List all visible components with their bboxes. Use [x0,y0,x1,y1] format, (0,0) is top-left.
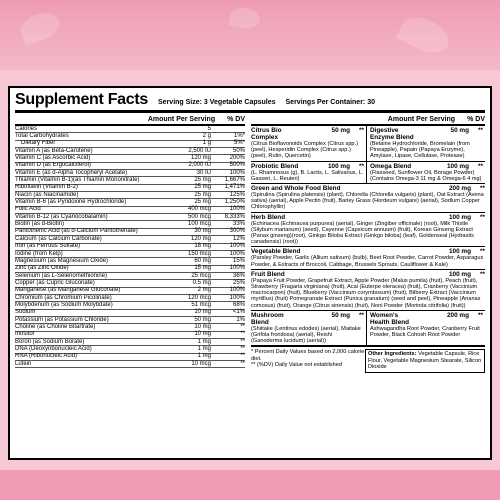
nutrient-name: Copper (as Cupric Gluconate) [15,279,95,286]
blend-womens-health [366,311,485,346]
nutrient-amount: 400 mcg [188,206,212,213]
blend-description: (Echinacea (Echinacea purpurea) (aerial), Ginger (Zingiber officinale) (root), Milk Thistle (Silybum marianum) (seed), Cayenne (Capsicum annuum) (fruit), Korean Ginseng Extract (Panax ginseng)(root), Ginkgo Biloba Extract (Ginkgo biloba) (leaf), Goldenseal (Hydrastis canadensis) (root)) [251,220,474,246]
nutrient-amount: 5 [207,125,212,132]
blend-amount: 100 mg [446,162,470,170]
blend-dv: ** [359,127,365,134]
supplement-facts-panel [8,86,492,460]
amount-header: Amount Per Serving [387,116,456,123]
nutrient-name: RNA (Ribonucleic Acid) [15,353,78,360]
nutrient-dv: 12% [233,235,246,242]
title-row [15,91,485,113]
blend-name: Herb Blend [251,213,286,221]
nutrient-amount: 10 mg [194,323,212,330]
nutrient-name: Biotin (as d-Biotin) [15,221,65,228]
blend-dv: ** [359,162,365,170]
nutrient-dv: ** [240,323,246,330]
blend-amount: 100 mg [448,270,471,278]
nutrient-dv: 100% [229,243,246,250]
blend-amount: 50 mg [331,127,351,134]
nutrient-dv: 100% [229,206,246,213]
nutrient-dv: 100% [229,250,246,257]
nutrient-dv: 33% [233,221,246,228]
nutrient-name: Total Carbohydrates [15,133,69,140]
nutrient-amount: 500 mcg [188,213,212,220]
nutrient-amount: 1 mg [197,338,212,345]
nutrient-amount: 2 mg [197,287,212,294]
blend-green [251,184,485,213]
nutrient-name: Chromium (as Chromium Picolinate) [15,294,112,301]
blend-description: (L. Rhamnosus (g), B. Lactis, L. Salivarius, L. Gasseri, L. Reuteri) [251,169,364,182]
blend-name: Omega Blend [370,162,412,170]
nutrient-dv: 15% [233,257,246,264]
nutrient-amount: 120 mg [191,235,212,242]
blend-amount: 50 mg [450,127,470,134]
nutrient-dv: 50% [233,147,246,154]
nutrient-amount: 25 mg [194,184,212,191]
nutrient-amount: 1 mg [197,345,212,352]
blend-name: Mushroom Blend [251,311,284,326]
nutrient-dv: 100% [229,287,246,294]
nutrient-dv: 1,250% [224,199,246,206]
nutrient-amount: 10 mg [194,331,212,338]
nutrient-dv: ** [240,331,246,338]
nutrient-dv: 100% [229,169,246,176]
nutrient-amount: 25 mg [194,191,212,198]
blend-description: (Shiitake (Lentinus edodes) (aerial), Maitake (Grifola frondosa) (aerial), Reishi (Ganoderma lucidum) (aerial)) [251,325,361,345]
nutrient-name: Pantothenic Acid (as d-Calcium Pantothenate) [15,228,138,235]
footer-notes [251,349,485,372]
nutrient-amount: 51 mcg [191,301,212,308]
nutrient-amount: 150 mcg [188,250,212,257]
nutrient-dv: 1,471% [224,184,246,191]
blend-dv: ** [480,270,485,278]
nutrient-dv: 1% [236,316,246,323]
nutrient-amount: 0.5 mg [192,279,212,286]
blend-description: (Parsley Powder, Garlic (Allium sativum) (bulb), Beet Root Powder, Carrot Powder, Asparagus Powder, & Extracts of Broccoli, Cabbage, Brussels Sprouts, Cauliflower & Kale) [251,255,484,268]
nutrient-amount: 15 mg [194,265,212,272]
dv-header: % DV [467,116,485,123]
blend-description: (Flaxseed, Sunflower Oil, Borage Powder) (Contains Omega-3 11 mg & Omega-6 4 mg) [370,169,482,182]
blend-column [251,115,485,373]
blend-dv: ** [478,127,484,134]
blend-amount: 200 mg [446,311,470,319]
nutrient-amount: 120 mg [191,155,212,162]
other-ingredients-label: Other Ingredients: [368,351,417,358]
nutrient-name: Inositol [15,331,35,338]
blend-omega [366,162,485,183]
footnotes [251,349,365,372]
nutrient-name: Selenium (as L-Selenomethionine) [15,272,108,279]
nutrient-dv: 100% [229,294,246,301]
blend-amount: 200 mg [448,185,471,193]
nutrient-name: Vitamin D (as Ergocalciferol) [15,162,91,169]
nutrient-dv: 36% [233,272,246,279]
nutrient-column [15,115,245,373]
blend-dv: ** [478,162,484,170]
blend-name: Vegetable Blend [251,248,301,256]
blend-mushroom [251,311,366,346]
blend-dv: ** [478,311,484,319]
blend-name: Citrus Bio Complex [251,127,282,141]
nutrient-name: Manganese (as Manganese Gluconate) [15,287,121,294]
nutrient-name: Magnesium (as Magnesium Oxide) [15,257,109,264]
blend-pair [251,126,485,162]
nutrient-name: Iron (as Ferrous Sulfate) [15,243,81,250]
nutrient-name: Potassium (as Potassium Chloride) [15,316,109,323]
blend-dv: ** [480,248,485,256]
nutrient-amount: 1 g [202,140,212,147]
blend-citrus [251,126,366,161]
servings-per-container: Servings Per Container: 30 [285,99,375,106]
blend-name: Women's Health Blend [370,311,410,326]
blend-name: Digestive Enzyme Blend [370,127,414,141]
other-ingredients-text: Vegetable Capsule, Rice Flour, Vegetable Magnesium Stearate, Silicon Dioxide [368,351,482,371]
nutrient-dv: 8,333% [224,213,246,220]
nutrient-name: Vitamin C (as Ascorbic Acid) [15,155,91,162]
nutrient-amount: 1 mg [197,353,212,360]
nutrient-name: Sodium [15,309,36,316]
nutrient-amount: 10 mg [194,309,212,316]
blend-description: (Papaya Fruit Powder, Grapefruit Extract, Apple Powder (Malus pumila) (fruit), Peach (fruit), Strawberry (Fragaria virginiana) (fruit), Acai (Euterpe oleracea) (fruit), Cranberry (Vaccinium macrocarpon) (fruit), Blueberry (Vaccinium corymbosum) (fruit), Bilberry Extract (Vaccinium myrtillus) (fruit) Pomegranate Extract (Punica granatum) (seed and peel), Pineapple (Ananas comosus) (fruit), Orange (Citrus sinensis) (fruit), Noni Powder (Morinda citrifolia) (fruit)) [251,277,481,309]
blend-digestive [366,126,485,161]
nutrient-name: Thiamin (Vitamin B-1)(as Thiamin Mononitrate) [15,177,140,184]
nutrient-name: Choline (as Choline Bitartrate) [15,323,96,330]
blend-name: Green and Whole Food Blend [251,185,341,193]
blend-description: (Betaine Hydrochloride, Bromelain (from Pineapple), Papain (Papaya Enzyme), Amylase, Lipase, Cellulase, Protease) [370,141,470,160]
blend-herb [251,213,485,248]
nutrient-name: Niacin (as Niacinamide) [15,191,79,198]
nutrient-name: Riboflavin (Vitamin B-2) [15,184,78,191]
nutrient-amount: 50 mg [194,316,212,323]
nutrient-name: Boron (as Sodium Borate) [15,338,85,345]
nutrient-amount: 30 mg [194,228,212,235]
nutrient-dv: <1% [232,309,246,316]
blend-dv: ** [480,185,485,193]
decorative-footer-band [0,470,500,500]
nutrient-dv: ** [240,360,246,367]
blend-amount: 100 mg [448,213,471,221]
nutrient-dv: 300% [229,228,246,235]
nutrient-list [15,126,245,368]
nutrient-dv: 500% [229,162,246,169]
nutrient-amount: 18 mg [194,243,212,250]
nutrient-name: Molybdenum (as Sodium Molybdate) [15,301,113,308]
nutrient-amount: 100 mcg [188,221,212,228]
other-ingredients [365,349,485,372]
nutrient-dv: 25% [233,279,246,286]
amount-header: Amount Per Serving [147,116,216,123]
nutrient-amount: 25 mg [194,199,212,206]
blend-dv: ** [359,311,365,319]
nutrient-name: Calories [15,125,38,132]
blend-name: Fruit Blend [251,270,285,278]
nutrient-name: Vitamin B-6 (as Pyridoxine Hydrochloride) [15,199,127,206]
nutrient-name: Calcium (as Calcium Carbonate) [15,235,102,242]
dv-header: % DV [227,116,246,123]
blend-amount: 50 mg [331,311,351,319]
nutrient-amount: 2,000 IU [188,162,212,169]
nutrient-dv: 5%* [234,140,246,147]
blend-pair [251,162,485,184]
blend-name: Probiotic Blend [251,162,299,170]
nutrient-amount: 25 mg [194,177,212,184]
nutrient-dv: 125% [229,191,246,198]
nutrient-amount: 25 mcg [191,272,212,279]
nutrient-amount: 2,500 IU [188,147,212,154]
blend-description: (Spirulina (Spirulina platensis) (plant), Chlorella (Chlorella vulgaris) (plant), Oat Extract (Avena sativa) (aerial), Apple Pectin (fruit), Barley Grass (Hordeum vulgare) (aerial), Sodium Copper Chlorophyllin) [251,192,484,211]
nutrient-amount: 2 g [202,133,212,140]
nutrient-dv: 1%* [234,133,246,140]
nutrient-name: Dietary Fiber [21,140,56,147]
nutrient-name: Folic Acid [15,206,41,213]
blend-fruit [251,270,485,311]
nutrient-dv: ** [240,345,246,352]
nutrient-amount: 60 mg [194,257,212,264]
nutrient-name: Lutein [15,360,32,367]
nutrient-name: Zinc (as Zinc Oxide) [15,265,69,272]
blend-description: Ashwagandha Root Powder, Cranberry Fruit Powder, Black Cohosh Root Powder [370,325,480,339]
blend-amount: 100 mg [448,248,471,256]
nutrient-amount: 120 mcg [188,294,212,301]
nutrient-dv: ** [240,338,246,345]
footnote-dv: * Percent Daily Values based on 2,000 calorie diet. [251,349,365,362]
nutrient-name: Vitamin E (as d-Alpha Tocopheryl Acetate) [15,169,128,176]
blend-header [251,115,485,126]
nutrient-header [15,115,245,126]
nutrient-name: Iodine (from Kelp) [15,250,63,257]
nutrient-amount: 10 mcg [191,360,212,367]
nutrient-name: DNA (Deoxyribonucleic Acid) [15,345,92,352]
nutrient-amount: 30 IU [196,169,212,176]
nutrient-dv: 68% [233,301,246,308]
panel-title: Supplement Facts [15,91,149,108]
blend-pair [251,311,485,348]
nutrient-dv: 200% [229,155,246,162]
blend-dv: ** [480,213,485,221]
nutrient-dv: 100% [229,265,246,272]
footnote-not-established: ** (%DV) Daily Value not established [251,362,343,369]
blend-amount: 100 mg [327,162,351,170]
blend-vegetable [251,247,485,269]
nutrient-name: Vitamin B-12 (as Cyanocobalamin) [15,213,108,220]
nutrient-row [15,361,245,368]
blend-probiotic [251,162,366,183]
nutrient-dv: 1,667% [224,177,246,184]
blend-description: (Citrus Bioflavonoids Complex (Citrus spp.) (peel), Hesperidin Complex (Citrus spp.) (peel), Rutin, Quercetin) [251,141,358,160]
nutrient-dv: ** [240,353,246,360]
nutrient-name: Vitamin A (as Beta-Carotene) [15,147,93,154]
serving-size: Serving Size: 3 Vegetable Capsules [158,99,276,106]
